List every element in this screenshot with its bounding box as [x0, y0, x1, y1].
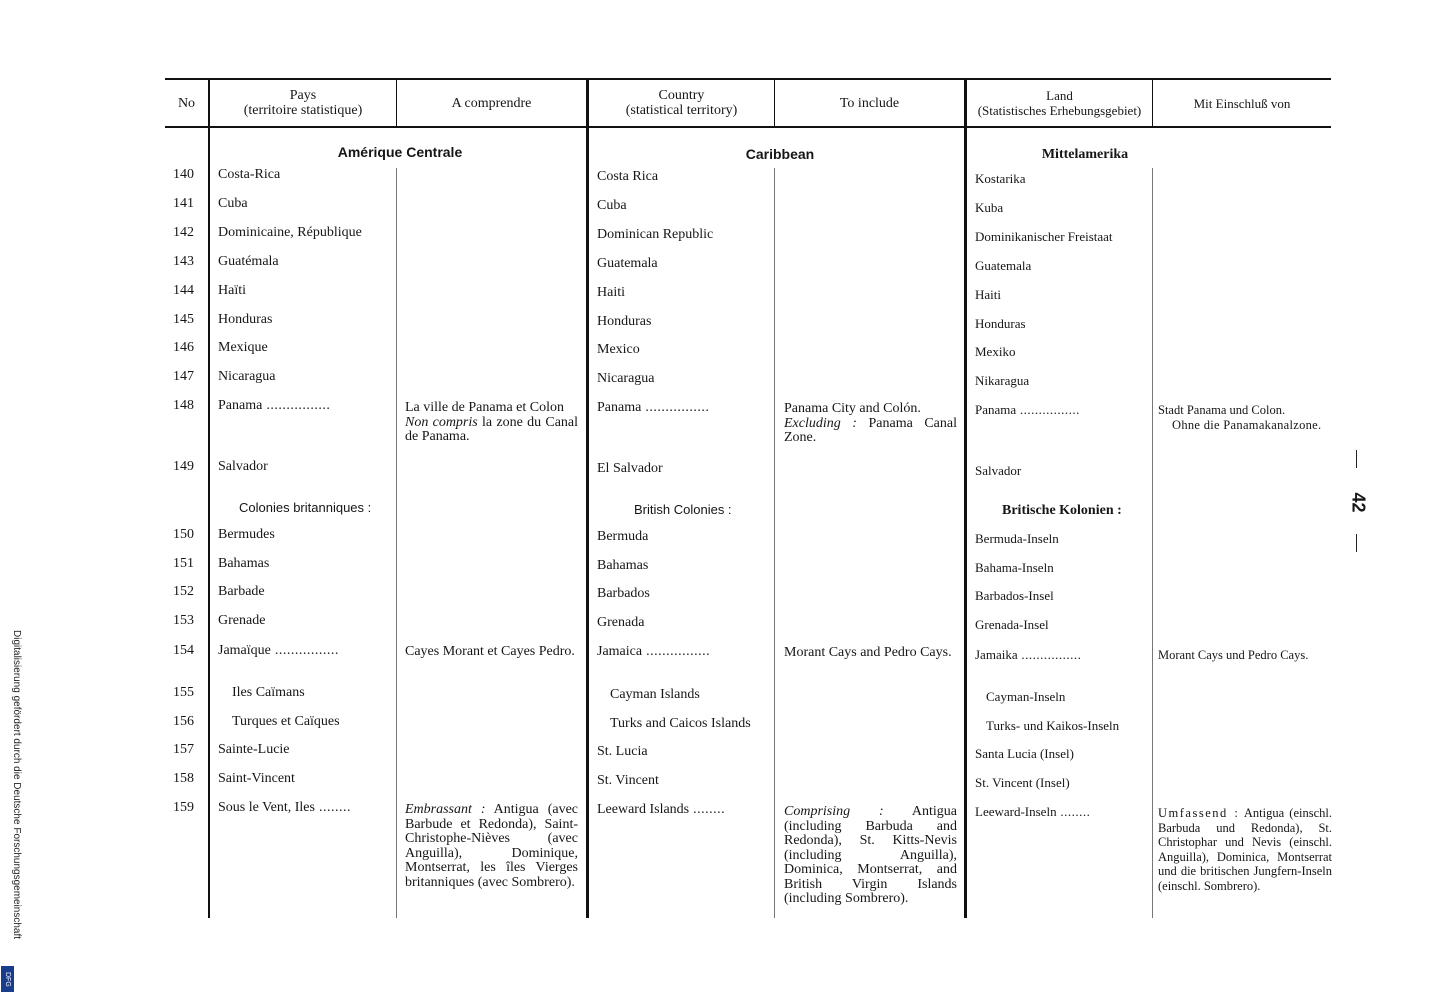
row-number: 159 — [173, 800, 194, 815]
page-number-tick-bottom — [1356, 534, 1357, 552]
table-top-rule — [165, 78, 1331, 80]
page-number: 42 — [1348, 492, 1369, 513]
col-rule-de-body — [1152, 168, 1153, 918]
subsection-heading-fr: Colonies britanniques : — [239, 500, 372, 515]
country-de: Kostarika — [975, 171, 1026, 186]
row-number: 152 — [173, 584, 194, 599]
country-de: Leeward-Inseln ..... — [975, 805, 1090, 820]
header-pays-title: Pays — [289, 88, 317, 103]
col-rule-lang-2 — [964, 78, 967, 918]
country-fr: Nicaragua — [218, 369, 276, 384]
country-fr: Costa-Rica — [218, 167, 281, 182]
row-number: 148 — [173, 398, 194, 413]
country-en: Guatemala — [597, 256, 658, 271]
country-en: Barbados — [597, 586, 650, 601]
country-fr: Guatémala — [218, 254, 279, 269]
country-de: Panama ..... — [975, 403, 1080, 418]
country-fr: Sous le Vent, Iles ..... — [218, 801, 351, 816]
country-en: Grenada — [597, 615, 645, 630]
header-country-title: Country — [658, 88, 705, 103]
row-number: 151 — [173, 556, 194, 571]
include-note-de: Stadt Panama und Colon. Ohne die Panamakanalzone. — [1158, 403, 1322, 432]
country-de: Salvador — [975, 463, 1022, 478]
header-no: No — [177, 95, 196, 111]
country-de: Turks- und Kaikos-Inseln — [986, 718, 1120, 733]
row-number: 140 — [173, 167, 194, 182]
include-note-de: Morant Cays und Pedro Cays. — [1158, 648, 1309, 662]
section-heading-de: Mittelamerika — [1041, 147, 1129, 162]
country-de: Haiti — [975, 287, 1001, 302]
col-rule-no — [208, 78, 210, 918]
header-land — [967, 82, 1152, 124]
include-note-fr: Embrassant : Antigua (avec Barbude et Redonda), Saint-Christophe-Nièves (avec Anguilla), Dominique, Montserrat, les îles Vierges britanniques (avec Sombrero). — [405, 802, 578, 890]
country-fr: Grenade — [218, 613, 266, 628]
dfg-logo: DFG — [1, 966, 14, 992]
header-country-subtitle: (statistical territory) — [625, 103, 738, 118]
country-en: St. Vincent — [597, 773, 659, 788]
digitization-credit: Digitalisierung gefördert durch die Deutsche Forschungsgemeinschaft — [11, 630, 22, 940]
row-number: 156 — [173, 714, 194, 729]
country-fr: Dominicaine, République — [218, 225, 362, 240]
country-fr: Bermudes — [218, 527, 275, 542]
col-rule-lang-1 — [586, 78, 589, 918]
row-number: 144 — [173, 283, 194, 298]
row-number: 141 — [173, 196, 194, 211]
include-note-fr: Cayes Morant et Cayes Pedro. — [405, 644, 575, 659]
row-number: 157 — [173, 742, 194, 757]
include-note-en: Panama City and Colón. Excluding : Panama Canal Zone. — [784, 401, 957, 445]
header-pays-subtitle: (territoire statistique) — [243, 103, 363, 118]
country-de: Bahama-Inseln — [975, 560, 1054, 575]
header-to-include: To include — [839, 95, 900, 111]
country-en: Leeward Islands ..... — [597, 803, 725, 818]
row-number: 142 — [173, 225, 194, 240]
country-en: Cayman Islands — [610, 687, 700, 702]
row-number: 145 — [173, 312, 194, 327]
country-de: Mexiko — [975, 344, 1016, 359]
row-number: 147 — [173, 369, 194, 384]
country-de: Grenada-Insel — [975, 617, 1049, 632]
country-en: Mexico — [597, 342, 640, 357]
include-note-de: Umfassend : Antigua (einschl. Barbuda und Redonda), St. Christophar und Nevis (einschl. Anguilla), Dominica, Montserrat und die britischen Jungfern-Inseln (einschl. Sombrero). — [1158, 806, 1332, 893]
country-fr: Saint-Vincent — [218, 771, 295, 786]
row-number: 158 — [173, 771, 194, 786]
country-fr: Jamaïque ..... — [218, 644, 339, 659]
section-heading-en: Caribbean — [745, 146, 815, 162]
country-fr: Iles Caïmans — [232, 685, 305, 700]
country-fr: Barbade — [218, 584, 265, 599]
country-de: Jamaika ..... — [975, 648, 1081, 663]
country-de: Barbados-Insel — [975, 588, 1054, 603]
country-de: St. Vincent (Insel) — [975, 775, 1070, 790]
subsection-heading-de: Britische Kolonien : — [1002, 503, 1122, 518]
col-rule-fr-body — [396, 168, 397, 918]
row-number: 155 — [173, 685, 194, 700]
country-de: Cayman-Inseln — [986, 689, 1066, 704]
country-en: Honduras — [597, 314, 652, 329]
country-fr: Honduras — [218, 312, 273, 327]
country-en: Panama ..... — [597, 401, 709, 416]
country-en: Bermuda — [597, 529, 649, 544]
country-en: Dominican Republic — [597, 227, 714, 242]
country-de: Bermuda-Inseln — [975, 531, 1059, 546]
country-en: Nicaragua — [597, 371, 655, 386]
country-fr: Turques et Caïques — [232, 714, 340, 729]
subsection-heading-en: British Colonies : — [634, 502, 732, 517]
header-country — [589, 82, 774, 124]
row-number: 154 — [173, 643, 194, 658]
header-land-title: Land — [1046, 88, 1073, 103]
country-en: Costa Rica — [597, 169, 659, 184]
page-number-tick-top — [1356, 450, 1357, 468]
country-de: Kuba — [975, 200, 1004, 215]
country-fr: Salvador — [218, 459, 268, 474]
row-number: 150 — [173, 527, 194, 542]
country-fr: Haïti — [218, 283, 246, 298]
country-de: Honduras — [975, 316, 1026, 331]
row-number: 153 — [173, 613, 194, 628]
header-pays — [210, 82, 396, 124]
country-en: Jamaica ..... — [597, 645, 710, 660]
col-rule-en-body — [774, 168, 775, 918]
country-en: Turks and Caicos Islands — [610, 716, 751, 731]
country-fr: Sainte-Lucie — [218, 742, 290, 757]
row-number: 146 — [173, 340, 194, 355]
country-fr: Mexique — [218, 340, 268, 355]
header-land-subtitle: (Statistisches Erhebungsgebiet) — [977, 103, 1142, 118]
country-en: St. Lucia — [597, 744, 648, 759]
country-fr: Cuba — [218, 196, 248, 211]
country-de: Dominikanischer Freistaat — [975, 229, 1113, 244]
header-bottom-rule — [165, 126, 1331, 128]
include-note-en: Morant Cays and Pedro Cays. — [784, 645, 952, 660]
header-mit-einschluss: Mit Einschluß von — [1193, 95, 1291, 111]
country-en: Haiti — [597, 285, 625, 300]
country-en: Cuba — [597, 198, 627, 213]
row-number: 149 — [173, 459, 194, 474]
country-en: Bahamas — [597, 558, 649, 573]
country-fr: Panama ..... — [218, 399, 330, 414]
country-de: Santa Lucia (Insel) — [975, 746, 1074, 761]
include-note-fr: La ville de Panama et Colon Non compris la zone du Canal de Panama. — [405, 400, 579, 444]
country-de: Guatemala — [975, 258, 1032, 273]
country-en: El Salvador — [597, 461, 663, 476]
header-a-comprendre: A comprendre — [451, 95, 532, 111]
row-number: 143 — [173, 254, 194, 269]
country-fr: Bahamas — [218, 556, 270, 571]
country-de: Nikaragua — [975, 373, 1030, 388]
include-note-en: Comprising : Antigua (including Barbuda and Redonda), St. Kitts-Nevis (including Anguilla), Dominica, Montserrat, and British Virgin Islands (including Sombrero). — [784, 804, 957, 906]
section-heading-fr: Amérique Centrale — [337, 144, 463, 160]
